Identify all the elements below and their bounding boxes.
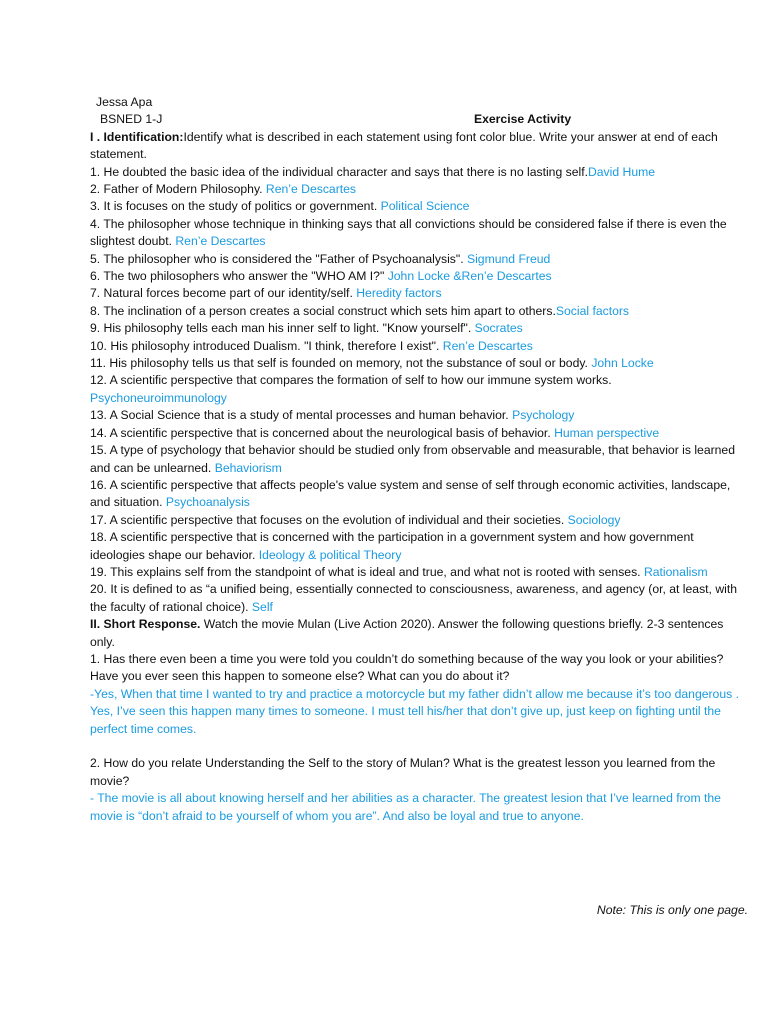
list-item	[90, 529, 748, 564]
item-answer: Socrates	[474, 321, 523, 336]
list-item	[90, 181, 748, 198]
list-item	[90, 285, 748, 302]
list-item	[90, 198, 748, 215]
item-question: 18. A scientific perspective that is concerned with the participation in a government system and how government ideologies shape our behavior.	[90, 530, 694, 562]
list-item	[90, 425, 748, 442]
list-item	[90, 268, 748, 285]
list-item	[90, 303, 748, 320]
question-2: 2. How do you relate Understanding the Self to the story of Mulan? What is the greatest lesson you learned from the movie?	[90, 756, 716, 788]
part1-instruction	[90, 129, 748, 164]
list-item	[90, 407, 748, 424]
item-answer: Human perspective	[554, 425, 660, 440]
item-question: 1. He doubted the basic idea of the individual character and says that there is no lasting self.	[90, 164, 588, 179]
spacer	[90, 738, 748, 755]
list-item	[90, 320, 748, 337]
item-question: 13. A Social Science that is a study of mental processes and human behavior.	[90, 408, 513, 423]
student-name: Jessa Apa	[96, 95, 153, 109]
item-answer: David Hume	[587, 164, 656, 179]
item-question: 12. A scientific perspective that compares the formation of self to how our immune system works.	[90, 373, 612, 388]
list-item	[90, 442, 748, 477]
header-row	[90, 111, 748, 128]
identification-list	[90, 164, 748, 617]
item-question: 11. His philosophy tells us that self is founded on memory, not the substance of soul or body.	[90, 356, 592, 371]
part2-instruction	[90, 616, 748, 651]
footer-note: Note: This is only one page.	[596, 903, 748, 917]
item-question: 20. It is defined to as “a unified being, essentially connected to consciousness, awareness, and agency (or, at least, with the faculty of rational choice).	[90, 582, 737, 614]
item-question: 9. His philosophy tells each man his inner self to light. "Know yourself".	[90, 321, 475, 336]
item-question: 4. The philosopher whose technique in thinking says that all convictions should be considered false if there is even the slightest doubt.	[90, 216, 727, 249]
part1-label: I . Identification:	[90, 129, 184, 144]
item-question: 5. The philosopher who is considered the "Father of Psychoanalysis".	[90, 251, 467, 266]
item-answer: Psychoanalysis	[165, 495, 250, 510]
list-item	[90, 477, 748, 512]
item-answer: Psychology	[512, 408, 575, 423]
item-question: 19. This explains self from the standpoint of what is ideal and true, and what not is rooted with senses.	[90, 564, 644, 579]
item-answer: Sociology	[567, 512, 621, 527]
item-question: 6. The two philosophers who answer the "WHO AM I?"	[90, 269, 388, 284]
list-item	[90, 512, 748, 529]
item-question: 7. Natural forces become part of our identity/self.	[90, 286, 357, 301]
item-question: 15. A type of psychology that behavior should be studied only from observable and measurable, that behavior is learned and can be unlearned.	[90, 443, 735, 475]
answer-2: - The movie is all about knowing herself and her abilities as a character. The greatest lesion that I’ve learned from the movie is “don’t afraid to be yourself of whom you are”. And also be loyal and true to anyone.	[90, 791, 721, 823]
item-answer: Rationalism	[643, 564, 708, 579]
part2-instruction-text: Watch the movie Mulan (Live Action 2020). Answer the following questions briefly. 2-3 sentences only.	[90, 617, 724, 649]
list-item	[90, 564, 748, 581]
item-question: 14. A scientific perspective that is concerned about the neurological basis of behavior.	[90, 425, 555, 440]
list-item	[90, 581, 748, 616]
item-answer: Ren’e Descartes	[265, 182, 357, 197]
item-question: 2. Father of Modern Philosophy.	[90, 182, 266, 197]
item-answer: Psychoneuroimmunology	[90, 390, 227, 405]
item-question: 8. The inclination of a person creates a social construct which sets him apart to others.	[90, 303, 556, 318]
item-answer: Self	[251, 599, 273, 614]
item-question: 17. A scientific perspective that focuses on the evolution of individual and their societies.	[90, 512, 568, 527]
answer-1: -Yes, When that time I wanted to try and practice a motorcycle but my father didn’t allow me because it’s too dangerous . Yes, I’ve seen this happen many times to someone. I must tell his/her that don’t give up, just keep on fighting until the perfect time comes.	[90, 686, 739, 736]
item-answer: John Locke	[591, 356, 654, 371]
document-title: Exercise Activity	[474, 112, 572, 127]
list-item	[90, 216, 748, 251]
item-answer: Ideology & political Theory	[258, 547, 402, 562]
item-question: 3. It is focuses on the study of politics or government.	[90, 199, 381, 214]
item-answer: Heredity factors	[356, 286, 442, 301]
item-answer: Behaviorism	[214, 460, 282, 475]
student-class: BSNED 1-J	[100, 112, 163, 127]
item-question: 10. His philosophy introduced Dualism. "I think, therefore I exist".	[90, 338, 443, 353]
item-answer: Political Science	[380, 199, 470, 214]
item-answer: Social factors	[555, 303, 630, 318]
item-answer: Sigmund Freud	[466, 251, 551, 266]
item-answer: Ren’e Descartes	[442, 338, 533, 353]
list-item	[90, 355, 748, 372]
part2-label: II. Short Response.	[90, 617, 201, 632]
list-item	[90, 338, 748, 355]
item-question: 16. A scientific perspective that affects people's value system and sense of self through economic activities, landscape, and situation.	[90, 477, 731, 510]
item-answer: Ren’e Descartes	[175, 234, 266, 249]
question-1: 1. Has there even been a time you were told you couldn’t do something because of the way you look or your abilities? Have you ever seen this happen to someone else? What can you do about it?	[90, 651, 724, 684]
item-answer: John Locke &Ren’e Descartes	[387, 269, 552, 284]
list-item	[90, 251, 748, 268]
list-item	[90, 372, 748, 407]
part1-instruction-text: Identify what is described in each statement using font color blue. Write your answer at end of each statement.	[90, 129, 718, 162]
list-item	[90, 164, 748, 181]
